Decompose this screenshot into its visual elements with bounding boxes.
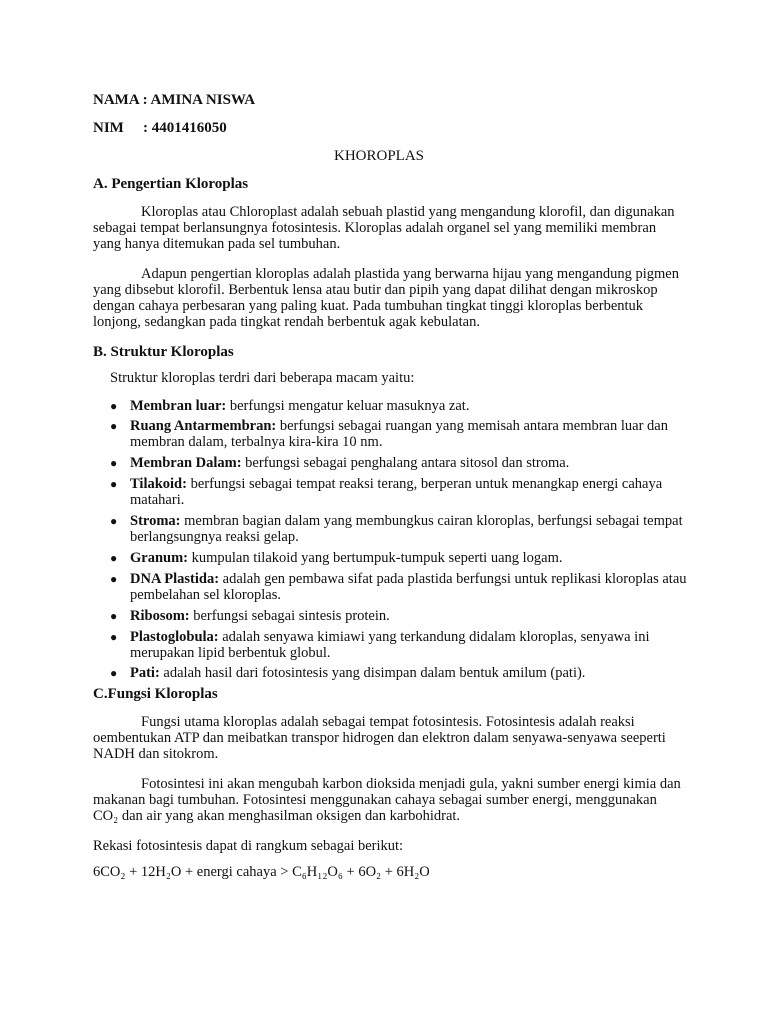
section-b-intro: Struktur kloroplas terdri dari beberapa macam yaitu: [110,370,415,386]
bullet-icon: ● [110,477,118,491]
list-item-term: Ruang Antarmembran: [130,418,277,434]
list-item-term: Pati: [130,665,160,681]
section-a-paragraph-2-text: Adapun pengertian kloroplas adalah plastida yang berwarna hijau yang mengandung pigmen yang dibsebut klorofil. Berbentuk lensa atau butir dan pipih yang dapat dilihat dengan mikroskop dengan cahaya perbesaran yang paling kuat. Pada tumbuhan tingkat tinggi kloroplas berbentuk lonjong, sedangkan pada tingkat rendah berbentuk agak kebulatan. [93,266,679,330]
list-item-term: Granum: [130,550,188,566]
list-item [110,398,705,414]
list-item [110,608,705,624]
list-item [110,513,705,545]
bullet-icon: ● [110,609,118,623]
bullet-icon: ● [110,630,118,644]
list-item-term: DNA Plastida: [130,571,220,587]
list-item-desc: berfungsi sebagai penghalang antara sitosol dan stroma. [241,455,570,471]
list-item-desc: adalah hasil dari fotosintesis yang disimpan dalam bentuk amilum (pati). [159,665,586,681]
section-c-paragraph-1 [93,714,683,762]
bullet-icon: ● [110,666,118,680]
list-item-desc: adalah gen pembawa sifat pada plastida berfungsi untuk replikasi kloroplas atau pembelahan sel kloroplas. [130,571,687,603]
nim-label: NIM [93,120,124,136]
list-item [110,418,705,450]
section-c-paragraph-3: Rekasi fotosintesis dapat di rangkum sebagai berikut: [93,838,404,854]
bullet-icon: ● [110,399,118,413]
nim-value: : 4401416050 [143,120,227,136]
photosynthesis-equation: 6CO₂ + 12H₂O + energi cahaya > C₆H₁₂O₆ + 6O₂ + 6H₂O [93,864,430,880]
document-title: KHOROPLAS [334,148,425,164]
section-a-heading: A. Pengertian Kloroplas [93,176,249,192]
bullet-icon: ● [110,456,118,470]
bullet-icon: ● [110,572,118,586]
list-item-desc: kumpulan tilakoid yang bertumpuk-tumpuk seperti uang logam. [188,550,563,566]
list-item-term: Stroma: [130,513,181,529]
section-c-heading: C.Fungsi Kloroplas [93,686,218,702]
list-item-term: Plastoglobula: [130,629,219,645]
bullet-icon: ● [110,419,118,433]
list-item [110,665,705,681]
list-item-term: Membran luar: [130,398,227,414]
list-item [110,476,705,508]
list-item-desc: berfungsi sebagai tempat reaksi terang, berperan untuk menangkap energi cahaya matahari. [130,476,663,508]
bullet-icon: ● [110,514,118,528]
section-b-heading: B. Struktur Kloroplas [93,344,234,360]
list-item-desc: adalah senyawa kimiawi yang terkandung didalam kloroplas, senyawa ini merupakan lipid berbentuk globul. [130,629,650,661]
list-item [110,550,705,566]
list-item-desc: berfungsi sebagai sintesis protein. [189,608,390,624]
section-c-paragraph-2 [93,776,683,824]
list-item [110,629,705,661]
student-name: NAMA : AMINA NISWA [93,92,256,108]
section-a-paragraph-1-text: Kloroplas atau Chloroplast adalah sebuah plastid yang mengandung klorofil, dan digunakan sebagai tempat berlansungnya fotosintesis. Kloroplas adalah organel sel yang memiliki membran yang hanya ditemukan pada sel tumbuhan. [93,204,675,252]
bullet-icon: ● [110,551,118,565]
section-a-paragraph-2 [93,266,683,330]
list-item-term: Ribosom: [130,608,190,624]
section-c-paragraph-2-text: Fotosintesi ini akan mengubah karbon dioksida menjadi gula, yakni sumber energi kimia dan makanan bagi tumbuhan. Fotosintesi menggunakan cahaya sebagai sumber energi, menggunakan CO₂ dan air yang akan menghasilman oksigen dan karbohidrat. [93,776,681,824]
list-item-desc: membran bagian dalam yang membungkus cairan kloroplas, berfungsi sebagai tempat berlangsungnya reaksi gelap. [130,513,683,545]
list-item-desc: berfungsi sebagai ruangan yang memisah antara membran luar dan membran dalam, terbalnya kira-kira 10 nm. [130,418,668,450]
list-item [110,571,705,603]
section-c-paragraph-1-text: Fungsi utama kloroplas adalah sebagai tempat fotosintesis. Fotosintesis adalah reaksi oembentukan ATP dan meibatkan transpor hidrogen dan elektron dalam senyawa-senyawa seeperti NADH dan sitokrom. [93,714,666,762]
section-a-paragraph-1 [93,204,683,252]
list-item-term: Membran Dalam: [130,455,242,471]
list-item-desc: berfungsi mengatur keluar masuknya zat. [226,398,470,414]
list-item-term: Tilakoid: [130,476,187,492]
list-item [110,455,705,471]
